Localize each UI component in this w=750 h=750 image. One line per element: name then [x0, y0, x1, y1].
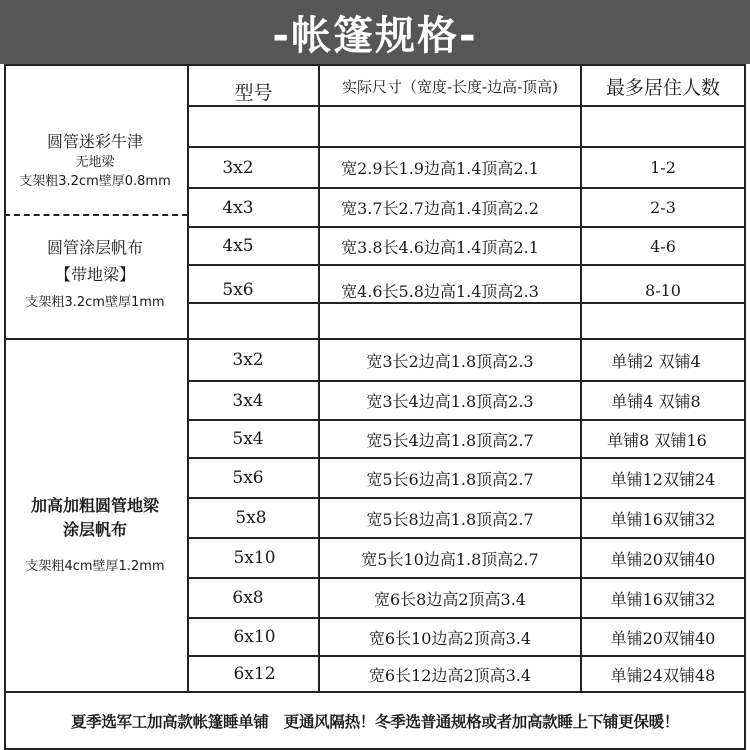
row-size: 宽5长10边高1.8顶高2.7: [361, 549, 539, 569]
row-capacity: 2-3: [650, 198, 676, 217]
group-title: 加高加粗圆管地梁: [30, 496, 159, 515]
row-model: 4x5: [222, 236, 254, 256]
title-banner: [0, 0, 750, 64]
row-model: 6x10: [233, 627, 276, 647]
row-size: 宽5长8边高1.8顶高2.7: [366, 509, 534, 529]
row-capacity: 单铺16双铺32: [610, 509, 716, 529]
row-capacity: 单铺2 双铺4: [611, 351, 701, 371]
row-size: 宽3.8长4.6边高1.4顶高2.1: [341, 237, 539, 257]
row-model: 3x4: [232, 390, 264, 411]
spec-table: [0, 64, 750, 750]
row-size: 宽5长6边高1.8顶高2.7: [366, 469, 534, 489]
group-spec: 支架粗3.2cm壁厚1mm: [25, 295, 165, 310]
row-capacity: 8-10: [645, 280, 681, 300]
group-spec: 支架粗3.2cm壁厚0.8mm: [19, 174, 171, 189]
row-capacity: 单铺20双铺40: [610, 549, 716, 569]
row-model: 3x2: [232, 350, 264, 370]
row-model: 6x8: [232, 588, 264, 608]
row-size: 宽6长12边高2顶高3.4: [368, 665, 532, 685]
group-title: 圆管涂层帆布: [46, 238, 143, 257]
row-model: 6x12: [233, 664, 276, 684]
row-model: 3x2: [222, 157, 254, 178]
row-size: 宽3.7长2.7边高1.4顶高2.2: [341, 199, 539, 218]
header-size: 实际尺寸（宽度-长度-边高-顶高): [341, 77, 559, 96]
row-model: 4x3: [222, 197, 254, 218]
row-size: 宽2.9长1.9边高1.4顶高2.1: [341, 159, 539, 178]
row-model: 5x6: [222, 280, 254, 300]
table-right-border: [744, 64, 746, 750]
row-capacity: 4-6: [650, 236, 676, 256]
row-size: 宽4.6长5.8边高1.4顶高2.3: [341, 281, 539, 301]
row-size: 宽5长4边高1.8顶高2.7: [366, 430, 534, 450]
group-divider: [4, 214, 188, 216]
row-model: 5x10: [233, 548, 276, 568]
row-model: 5x4: [232, 429, 264, 449]
group-label-canvas: [4, 235, 186, 317]
group-label-heavy: [4, 494, 186, 592]
row-size: 宽3长2边高1.8顶高2.3: [366, 351, 534, 371]
row-capacity: 单铺24双铺48: [610, 665, 716, 685]
row-capacity: 单铺4 双铺8: [611, 392, 701, 411]
group-spec: 支架粗4cm壁厚1.2mm: [25, 559, 165, 574]
group-subtitle: 无地梁: [75, 155, 115, 170]
footer-note: 夏季选军工加高款帐篷睡单铺 更通风隔热！冬季选普通规格或者加高款睡上下铺更保暖！: [70, 713, 679, 731]
row-size: 宽6长8边高2顶高3.4: [374, 589, 526, 609]
row-model: 5x8: [235, 508, 267, 528]
row-capacity: 单铺16双铺32: [610, 589, 716, 609]
group-subtitle: 【带地梁】: [54, 265, 135, 284]
row-capacity: 单铺20双铺40: [610, 628, 716, 648]
row-capacity: 单铺12双铺24: [610, 469, 716, 489]
group-label-oxford: [4, 130, 186, 192]
row-size: 宽3长4边高1.8顶高2.3: [366, 392, 534, 411]
row-model: 5x6: [232, 468, 264, 488]
group-subtitle: 涂层帆布: [62, 520, 127, 539]
row-capacity: 1-2: [650, 158, 676, 177]
header-capacity: 最多居住人数: [605, 76, 720, 99]
row-capacity: 单铺8 双铺16: [607, 430, 707, 450]
header-model: 型号: [234, 81, 273, 104]
row-size: 宽6长10边高2顶高3.4: [368, 628, 532, 648]
group-title: 圆管迷彩牛津: [46, 132, 143, 151]
page-title: -帐篷规格-: [272, 12, 478, 59]
